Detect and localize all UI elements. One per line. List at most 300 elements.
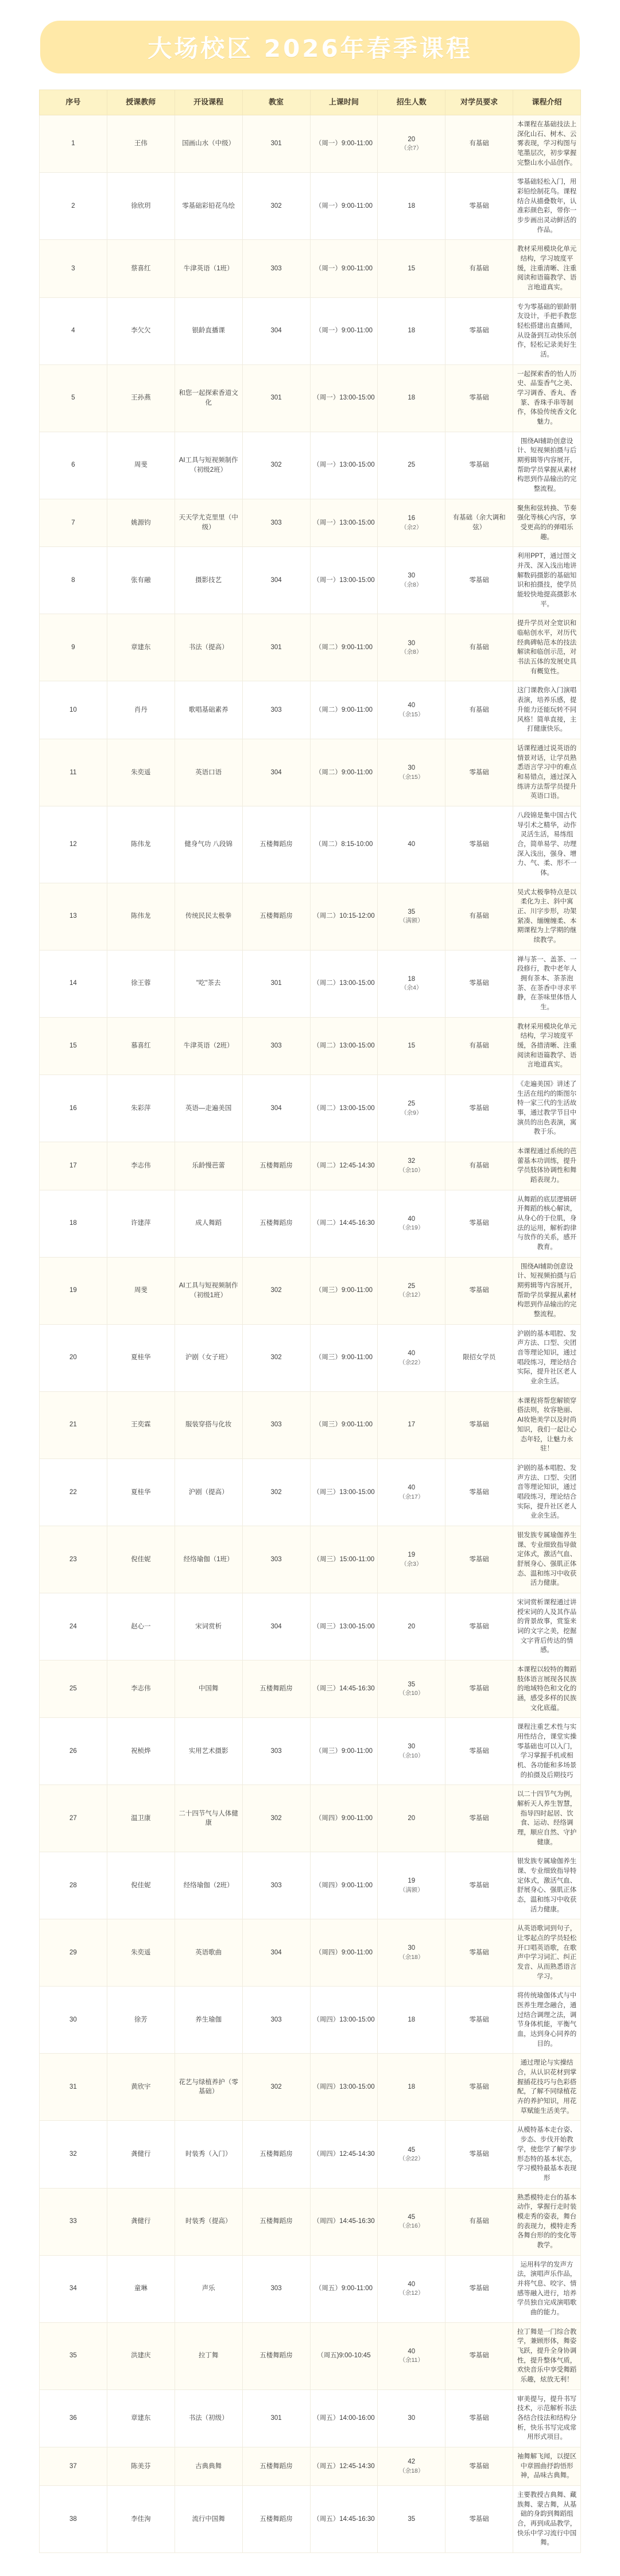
cell-index: 28 [40,1852,107,1919]
capacity-remaining: （余18） [399,1954,424,1961]
cell-intro: 利用PPT，通过图文并茂、深入浅出地讲解数码摄影的基础知识和拍摄技，使学员能较快地提高摄影水平。 [513,547,581,614]
cell-course: 英语歌曲 [175,1919,242,1987]
capacity-value: 20 [408,135,416,143]
cell-time: （周四）9:00-11:00 [310,1852,378,1919]
capacity-remaining: （余22） [399,2155,424,2163]
cell-index: 25 [40,1660,107,1717]
cell-room: 303 [242,1718,310,1785]
cell-time: （周一）9:00-11:00 [310,173,378,240]
cell-intro: 银发族专属瑜伽养生课、专业细致指导特定体式，激活气血、舒展身心、强肌正体态，温和练习中收获活力健康。 [513,1852,581,1919]
cell-index: 10 [40,681,107,739]
cell-index: 9 [40,614,107,681]
cell-time: （周一）9:00-11:00 [310,240,378,297]
cell-requirement: 零基础 [445,2485,513,2552]
cell-room: 304 [242,297,310,364]
cell-index: 14 [40,950,107,1017]
cell-capacity [378,240,445,297]
cell-teacher: 温卫康 [107,1785,175,1852]
capacity-remaining: （余8） [401,581,423,589]
col-requirement: 对学员要求 [445,90,513,115]
cell-requirement: 零基础 [445,1526,513,1593]
cell-requirement: 有基础 [445,115,513,172]
cell-course: 实用艺术摄影 [175,1718,242,1785]
capacity-remaining: （余10） [399,1690,424,1697]
cell-course: 声乐 [175,2255,242,2322]
cell-room: 301 [242,364,310,432]
cell-intro: 零基础轻松入门，用彩铅绘制花鸟。课程结合从描叠数年，认准彩颜色彩，带你一步步画出灵动鲜活的作品。 [513,173,581,240]
cell-teacher: 朱奕遥 [107,1919,175,1987]
cell-capacity [378,681,445,739]
cell-time: （周四）9:00-11:00 [310,1919,378,1987]
table-row [40,1017,581,1074]
table-row [40,2389,581,2447]
cell-room: 五楼舞蹈房 [242,1190,310,1257]
capacity-value: 30 [408,2414,416,2422]
capacity-value: 19 [408,1877,416,1885]
cell-index: 17 [40,1142,107,1190]
cell-index: 31 [40,2054,107,2121]
cell-intro: 将传统瑜伽体式与中医养生理念融合，通过结合调理之法，调节身体机能，平衡气血，达到身心同养的目的。 [513,1987,581,2054]
capacity-value: 18 [408,2016,416,2024]
capacity-value: 25 [408,461,416,469]
cell-intro: 一起探索香的怡人历史、品鉴香气之美、学习调香、香丸、香篆、香珠手串等制作，体验传统香文化魅力。 [513,364,581,432]
cell-room: 302 [242,1458,310,1526]
capacity-remaining: （余9） [401,1109,423,1116]
capacity-value: 40 [408,2280,416,2288]
capacity-value: 45 [408,2146,416,2154]
cell-capacity [378,1458,445,1526]
cell-room: 302 [242,1324,310,1391]
cell-requirement: 有基础 [445,240,513,297]
table-body [40,115,581,2552]
cell-index: 30 [40,1987,107,2054]
cell-time: （周四）12:45-14:30 [310,2121,378,2188]
cell-intro: 《走遍美国》讲述了生活在纽约的斯图尔特一家三代的生活故事，通过教学节目中演员的出色表演，寓教于乐。 [513,1075,581,1142]
cell-course: 和您一起探索香道文化 [175,364,242,432]
cell-intro: 沪剧的基本唱腔、发声方法、口型、尖团音等理论知识，通过唱段练习，理论结合实际，提升社区老人业余生活。 [513,1324,581,1391]
cell-index: 7 [40,499,107,547]
cell-teacher: 徐芳 [107,1987,175,2054]
cell-course: 沪剧（提高） [175,1458,242,1526]
cell-capacity [378,1142,445,1190]
col-index: 序号 [40,90,107,115]
cell-room: 五楼舞蹈房 [242,2485,310,2552]
cell-capacity [378,173,445,240]
cell-requirement: 零基础 [445,2447,513,2485]
cell-course: 时装秀（入门） [175,2121,242,2188]
cell-capacity [378,1718,445,1785]
cell-room: 五楼舞蹈房 [242,2121,310,2188]
cell-course: 养生瑜伽 [175,1987,242,2054]
capacity-remaining: （余8） [401,649,423,656]
cell-teacher: 夏桂华 [107,1324,175,1391]
cell-room: 301 [242,2389,310,2447]
cell-time: （周三）9:00-11:00 [310,1391,378,1458]
cell-intro: 这门课教你入门演唱表演，培养乐感，提升能力还能玩转不同风格！简单直接，主打健康快乐。 [513,681,581,739]
table-row [40,1785,581,1852]
capacity-value: 15 [408,265,416,272]
capacity-value: 40 [408,1215,416,1223]
cell-intro: 主要教授古典舞、藏族舞、蒙古舞，从基础的身韵到舞蹈组合，再到成品教学，快乐中学习流行中国舞。 [513,2485,581,2552]
cell-index: 23 [40,1526,107,1593]
col-course: 开设课程 [175,90,242,115]
cell-capacity [378,1593,445,1660]
cell-index: 1 [40,115,107,172]
cell-room: 302 [242,1785,310,1852]
cell-course: 二十四节气与人体健康 [175,1785,242,1852]
cell-time: （周三）9:00-11:00 [310,1257,378,1324]
cell-index: 5 [40,364,107,432]
cell-course: 书法（提高） [175,614,242,681]
cell-time: （周五）12:45-14:30 [310,2447,378,2485]
cell-capacity [378,1660,445,1717]
cell-room: 五楼舞蹈房 [242,1660,310,1717]
cell-course: 天天学尤克里里（中级） [175,499,242,547]
capacity-remaining: （余19） [399,1224,424,1232]
capacity-value: 18 [408,202,416,210]
table-row [40,806,581,883]
cell-requirement: 限招女学员 [445,1324,513,1391]
cell-index: 37 [40,2447,107,2485]
cell-teacher: 龚健行 [107,2121,175,2188]
cell-capacity [378,547,445,614]
table-row [40,2322,581,2389]
table-row [40,547,581,614]
cell-intro: 以二十四节气为例，解析天人养生智慧，指导四时起居、饮食、运动、经络调理，顺应自然、守护健康。 [513,1785,581,1852]
table-row [40,1526,581,1593]
cell-time: （周一）9:00-11:00 [310,297,378,364]
cell-room: 304 [242,1919,310,1987]
cell-room: 303 [242,1017,310,1074]
cell-teacher: 张有融 [107,547,175,614]
cell-requirement: 零基础 [445,173,513,240]
capacity-remaining: （余22） [399,1359,424,1366]
cell-room: 五楼舞蹈房 [242,2447,310,2485]
cell-index: 8 [40,547,107,614]
table-row [40,1458,581,1526]
cell-teacher: 赵心一 [107,1593,175,1660]
cell-capacity [378,739,445,806]
table-row [40,1919,581,1987]
table-row [40,2255,581,2322]
cell-requirement: 有基础 [445,1142,513,1190]
capacity-value: 40 [408,1484,416,1491]
cell-time: （周五）14:45-16:30 [310,2485,378,2552]
cell-capacity [378,1526,445,1593]
capacity-remaining: （余12） [399,2290,424,2297]
cell-course: 银龄直播课 [175,297,242,364]
cell-requirement: 有基础 [445,1017,513,1074]
cell-index: 24 [40,1593,107,1660]
table-row [40,2188,581,2255]
cell-intro: 从模特基本走台姿、步态、步伐开始教学，使您学了解学步形态特的基本状态，学习模特最基本表现形 [513,2121,581,2188]
cell-requirement: 零基础 [445,1190,513,1257]
cell-capacity [378,2054,445,2121]
cell-requirement: 零基础 [445,2389,513,2447]
cell-capacity [378,499,445,547]
cell-intro: 审美提与，提升书写技术，示范解析书法各结合技法和结构分析，快乐书写完成常用形式项目。 [513,2389,581,2447]
cell-room: 302 [242,1257,310,1324]
cell-room: 304 [242,547,310,614]
capacity-remaining: （余15） [399,773,424,781]
cell-capacity [378,1785,445,1852]
cell-capacity [378,950,445,1017]
table-row [40,614,581,681]
capacity-value: 42 [408,2458,416,2466]
table-row [40,1075,581,1142]
cell-requirement: 零基础 [445,1987,513,2054]
cell-course: 乐龄慢芭蕾 [175,1142,242,1190]
table-header [40,90,581,115]
cell-intro: 八段锦是集中国古代导引术之精华，动作灵活生活，易练组合，简单易学、功理深入浅出，强身、增力、气、柔、形不一体。 [513,806,581,883]
table-row [40,1190,581,1257]
capacity-value: 45 [408,2213,416,2221]
cell-capacity [378,1017,445,1074]
cell-course: 经络瑜伽（1班） [175,1526,242,1593]
cell-index: 22 [40,1458,107,1526]
cell-requirement: 零基础 [445,547,513,614]
cell-index: 12 [40,806,107,883]
cell-room: 303 [242,2255,310,2322]
cell-room: 303 [242,240,310,297]
capacity-value: 40 [408,2348,416,2355]
capacity-value: 40 [408,1349,416,1357]
cell-room: 五楼舞蹈房 [242,806,310,883]
cell-course: 牛津英语（2班） [175,1017,242,1074]
cell-intro: 教材采用模块化单元结构，学习坡度平缓，注重清晰、注重阅读和语篇教学、语言地道真实。 [513,240,581,297]
cell-teacher: 周斐 [107,1257,175,1324]
table-row [40,739,581,806]
cell-requirement: 有基础 [445,614,513,681]
capacity-remaining: （满额） [399,1887,424,1894]
cell-teacher: 陈伟龙 [107,883,175,950]
table-row [40,297,581,364]
cell-capacity [378,2322,445,2389]
capacity-remaining: （余7） [401,145,423,152]
cell-requirement: 有基础（余大调和弦） [445,499,513,547]
cell-index: 2 [40,173,107,240]
cell-teacher: 李佳洵 [107,2485,175,2552]
cell-room: 301 [242,950,310,1017]
col-time: 上课时间 [310,90,378,115]
cell-intro: 本课程将帮您解锁穿搭法则，妆容艳丽、AI妆艳美学以及时尚知识，我们一起让心态年轻，让魅力永驻！ [513,1391,581,1458]
cell-index: 11 [40,739,107,806]
cell-capacity [378,2188,445,2255]
cell-intro: 熟悉模特走台的基本动作，掌握行走时装模走秀的姿表，舞台的表现力，模特走秀各舞台形的的变化等教学。 [513,2188,581,2255]
cell-time: （周五）14:00-16:00 [310,2389,378,2447]
cell-room: 五楼舞蹈房 [242,2188,310,2255]
table-row [40,1987,581,2054]
cell-teacher: 慕喜红 [107,1017,175,1074]
table-row [40,1142,581,1190]
course-table [39,90,581,2553]
cell-time: （周三）13:00-15:00 [310,1593,378,1660]
cell-teacher: 王孙燕 [107,364,175,432]
cell-time: （周一）13:00-15:00 [310,364,378,432]
cell-course: 中国舞 [175,1660,242,1717]
cell-time: （周二）13:00-15:00 [310,1075,378,1142]
cell-time: （周三）15:00-11:00 [310,1526,378,1593]
cell-intro: 提升学员对全宽识和临帖创水平，对历代经典碑帖范本的技法解读和临创示范，对书法五体的发展史具有概览性。 [513,614,581,681]
capacity-remaining: （余18） [399,2467,424,2474]
capacity-value: 15 [408,1042,416,1049]
capacity-value: 17 [408,1421,416,1429]
cell-requirement: 有基础 [445,681,513,739]
cell-teacher: 章建东 [107,2389,175,2447]
cell-capacity [378,614,445,681]
table-row [40,1391,581,1458]
cell-requirement: 零基础 [445,1785,513,1852]
cell-course: 花艺与绿植养护（零基础） [175,2054,242,2121]
cell-room: 五楼舞蹈房 [242,883,310,950]
cell-time: （周二）13:00-15:00 [310,950,378,1017]
table-row [40,1852,581,1919]
table-row [40,115,581,172]
cell-index: 3 [40,240,107,297]
cell-requirement: 零基础 [445,2121,513,2188]
cell-index: 16 [40,1075,107,1142]
capacity-value: 32 [408,1158,416,1165]
cell-requirement: 零基础 [445,364,513,432]
cell-time: （周五)9:00-10:45 [310,2322,378,2389]
cell-course: 牛津英语（1班） [175,240,242,297]
cell-intro: 话课程通过说英语的情景对话，让学员熟悉语言学习中的难点和易错点，通过深入练讲方法帮学员提升英语口语。 [513,739,581,806]
capacity-value: 18 [408,327,416,335]
cell-index: 4 [40,297,107,364]
table-row [40,1324,581,1391]
cell-capacity [378,1987,445,2054]
cell-teacher: 李欠欠 [107,297,175,364]
cell-time: （周二）10:15-12:00 [310,883,378,950]
cell-course: 国画山水（中级） [175,115,242,172]
banner-container [0,0,620,90]
cell-teacher: 陈伟龙 [107,806,175,883]
table-row [40,1718,581,1785]
cell-time: （周二）12:45-14:30 [310,1142,378,1190]
cell-course: AI工具与短视频制作（初级2班） [175,432,242,499]
cell-index: 29 [40,1919,107,1987]
cell-time: （周二）9:00-11:00 [310,614,378,681]
cell-index: 18 [40,1190,107,1257]
table-row [40,950,581,1017]
cell-intro: 通过理论与实操结合，从认识花材到掌握插花技巧与色彩搭配，了解不同绿植花卉的养护知识，用花草赋能生活美学。 [513,2054,581,2121]
cell-capacity [378,364,445,432]
cell-index: 6 [40,432,107,499]
cell-teacher: 许建萍 [107,1190,175,1257]
cell-requirement: 零基础 [445,1718,513,1785]
cell-intro: 课程注重艺术性与实用性结合，课堂实操零基础也可以入门，学习掌握手机或相机、各功能和多场景的拍摄及后期技巧 [513,1718,581,1785]
cell-intro: 围绕AI辅助创意设计、短视频拍摄与后期剪辑等内容展开，帮助学员掌握从素材构思到作品输出的完整流程。 [513,1257,581,1324]
capacity-value: 35 [408,1681,416,1688]
page-title: 大场校区 2026年春季课程 [148,34,472,63]
cell-intro: 拉丁舞是一门综合教学，兼顾形体，舞姿飞跃，提升全身协调性，提升整体气质，欢快音乐中享受舞蹈乐趣，炫放无利！ [513,2322,581,2389]
cell-teacher: 李志伟 [107,1660,175,1717]
table-row [40,2447,581,2485]
table-row [40,2054,581,2121]
cell-time: （周一）13:00-15:00 [310,547,378,614]
capacity-value: 30 [408,1945,416,1952]
cell-course: 沪剧（女子班） [175,1324,242,1391]
table-row [40,173,581,240]
cell-requirement: 零基础 [445,2322,513,2389]
cell-course: 服装穿搭与化妆 [175,1391,242,1458]
cell-room: 五楼舞蹈房 [242,1142,310,1190]
cell-intro: 聚焦和弦转换、节奏强化等核心内容，享受更高的的弹唱乐趣。 [513,499,581,547]
capacity-value: 20 [408,1623,416,1630]
capacity-remaining: （余16） [399,2222,424,2230]
cell-teacher: 朱奕遥 [107,739,175,806]
cell-intro: 禅与茶一、盖茶、一段修行，教中老年人拥有茶本、茶茶泡茶、在茶香中寻求平静，在茶味里体悟人生。 [513,950,581,1017]
table-row [40,2121,581,2188]
cell-index: 32 [40,2121,107,2188]
cell-time: （周二）9:00-11:00 [310,739,378,806]
cell-capacity [378,1075,445,1142]
cell-time: （周二）9:00-11:00 [310,681,378,739]
cell-intro: 吴式太极拳特点是以柔化为主、斜中寓正、川字步形，功架紧凑、缅缠缠柔、本期课程为上学期的继续教学。 [513,883,581,950]
capacity-value: 19 [408,1551,416,1558]
cell-requirement: 零基础 [445,806,513,883]
cell-course: 经络瑜伽（2班） [175,1852,242,1919]
cell-index: 19 [40,1257,107,1324]
cell-time: （周三）13:00-15:00 [310,1458,378,1526]
cell-room: 303 [242,499,310,547]
capacity-value: 40 [408,702,416,709]
cell-index: 15 [40,1017,107,1074]
cell-room: 301 [242,115,310,172]
cell-intro: 袖舞解飞闻，以提区中章圆曲抒韵悟形神，品味古典舞。 [513,2447,581,2485]
cell-course: 传统民民太极拳 [175,883,242,950]
cell-course: 时装秀（提高） [175,2188,242,2255]
cell-time: （周一）13:00-15:00 [310,499,378,547]
cell-room: 303 [242,1852,310,1919]
cell-intro: 宋词赏析课程通过讲授宋词的人及其作品的背景故事，赏鉴来词的文字之美，挖掘文字背后传达的情感。 [513,1593,581,1660]
capacity-value: 16 [408,515,416,522]
cell-capacity [378,2447,445,2485]
cell-requirement: 零基础 [445,1075,513,1142]
capacity-value: 30 [408,764,416,771]
cell-time: （周一）9:00-11:00 [310,115,378,172]
capacity-remaining: （余17） [399,1493,424,1500]
cell-teacher: 朱彩萍 [107,1075,175,1142]
cell-index: 36 [40,2389,107,2447]
capacity-remaining: （余12） [399,1291,424,1299]
capacity-value: 40 [408,840,416,848]
cell-requirement: 零基础 [445,1593,513,1660]
cell-course: "吃"茶去 [175,950,242,1017]
cell-teacher: 童琳 [107,2255,175,2322]
cell-teacher: 陈美芬 [107,2447,175,2485]
table-row [40,1593,581,1660]
cell-requirement: 零基础 [445,432,513,499]
cell-intro: 教材采用模块化单元结构，学习坡度平缓，各措清晰、注重阅读和语篇教学、语言地道真实。 [513,1017,581,1074]
cell-intro: 本课程通过系统的芭蕾基本功训练，提升学员肢体协调性和舞蹈表现力。 [513,1142,581,1190]
col-capacity: 招生人数 [378,90,445,115]
cell-time: （周三）14:45-16:30 [310,1660,378,1717]
cell-capacity [378,883,445,950]
capacity-remaining: （余15） [399,711,424,718]
cell-index: 33 [40,2188,107,2255]
cell-capacity [378,1257,445,1324]
cell-teacher: 龚健行 [107,2188,175,2255]
cell-course: 英语口语 [175,739,242,806]
cell-teacher: 蔡喜红 [107,240,175,297]
capacity-value: 18 [408,2084,416,2091]
cell-course: 英语—走遍美国 [175,1075,242,1142]
capacity-value: 35 [408,2515,416,2523]
table-row [40,883,581,950]
cell-index: 20 [40,1324,107,1391]
cell-time: （周二）8:15-10:00 [310,806,378,883]
